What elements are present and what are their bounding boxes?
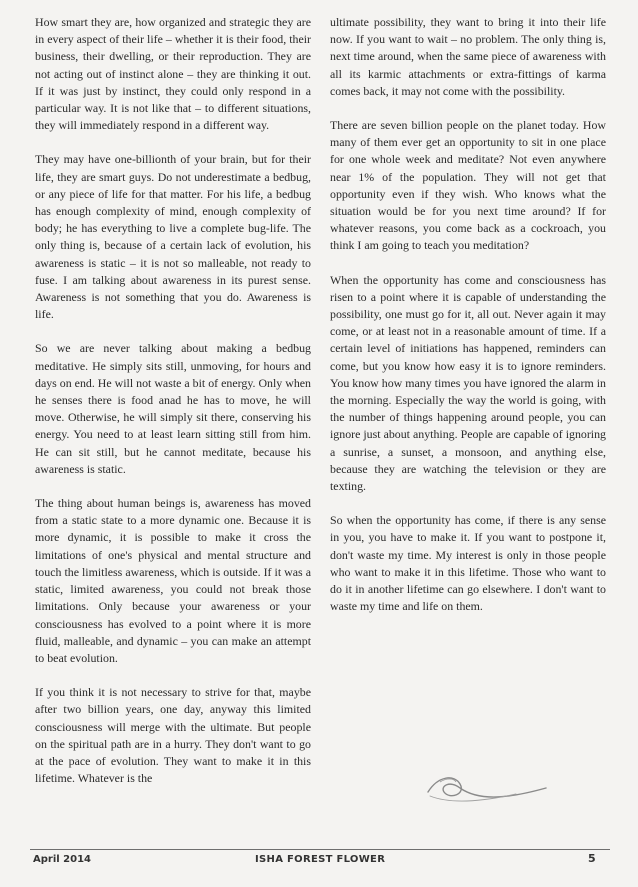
- footer-date: April 2014: [33, 854, 91, 865]
- page-number: 5: [588, 852, 596, 865]
- paragraph: So we are never talking about making a bedbug meditative. He simply sits still, unmoving, for hours and days on end. He will not waste a bit of energy. Only when he senses there is food anad he has to move, he will move. Otherwise, he will simply sit there, conserving his energy. You need to at least learn sitting still from him. He can sit still, but he cannot meditate, because his awareness is static.: [35, 341, 311, 476]
- magazine-title: ISHA FOREST FLOWER: [255, 854, 386, 865]
- footer-divider: [30, 849, 610, 850]
- flourish-icon: [420, 768, 550, 808]
- paragraph: How smart they are, how organized and strategic they are in every aspect of their life – whether it is their food, their business, their dwelling, or their reproduction. They are not acting out of instinct alone – they are thinking it out. If it was just by instinct, they could only respond in a particular way. It is not like that – to different situations, they will immediately respond in a different way.: [35, 15, 311, 133]
- paragraph: When the opportunity has come and consciousness has risen to a point where it is capable of understanding the possibility, one must go for it, all out. Never again it may come, or at least not in a reasonable amount of time. If a certain level of initiations has happened, reminders can come, but you know how easy it is to ignore reminders. You know how many times you have ignored the alarm in the morning. Especially the way the world is going, with the number of things happening around people, you can ignore just about anything. People are capable of ignoring a sunrise, a sunset, a monsoon, and anything else, because they are watching the television or they are texting.: [330, 272, 606, 494]
- right-column: [330, 14, 606, 633]
- left-column: [35, 14, 311, 804]
- paragraph: They may have one-billionth of your brain, but for their life, they are smart guys. Do not underestimate a bedbug, or any piece of life for that matter. For his life, a bedbug has enough complexity of mind, enough complexity of body; he has everything to live a complete bug-life. The only thing is, because of a certain lack of evolution, his awareness is static – it is not so malleable, not ready to fuse. I am talking about awareness in its purest sense. Awareness is not something that you do. Awareness is life.: [35, 152, 311, 322]
- paragraph: The thing about human beings is, awareness has moved from a static state to a more dynamic one. Because it is more dynamic, it is possible to make it cross the limitations of one's physical and mental structure and touch the limitless awareness, which is outside. If it was a static, limited awareness, you could not break those limitations. Only because your awareness or your consciousness has evolved to a point where it is more fluid, malleable, and dynamic – you can make an attempt to beat evolution.: [35, 496, 311, 665]
- paragraph: If you think it is not necessary to strive for that, maybe after two billion years, one day, anyway this limited consciousness will merge with the ultimate. But people on the spiritual path are in a hurry. They don't want to go at the pace of evolution. They want to make it in this lifetime. Whatever is the: [35, 685, 311, 786]
- paragraph: So when the opportunity has come, if there is any sense in you, you have to make it. If you want to postpone it, don't waste my time. My interest is only in those people who want to make it in this lifetime. Those who want to do it in another lifetime can go elsewhere. I don't want to waste my time and life on them.: [330, 513, 606, 614]
- paragraph: There are seven billion people on the planet today. How many of them ever get an opportunity to sit in one place for one whole week and meditate? Not even anywhere near 1% of the population. They will not get that opportunity even if they wish. Who knows what the situation would be for you next time around? If for whatever reasons, you come back as a cockroach, you think I am going to teach you meditation?: [330, 118, 606, 253]
- paragraph: ultimate possibility, they want to bring it into their life now. If you want to wait – no problem. The only thing is, next time around, when the same piece of awareness with all its karmic attachments or extra-fittings of karma comes back, it may not come with the possibility.: [330, 15, 606, 98]
